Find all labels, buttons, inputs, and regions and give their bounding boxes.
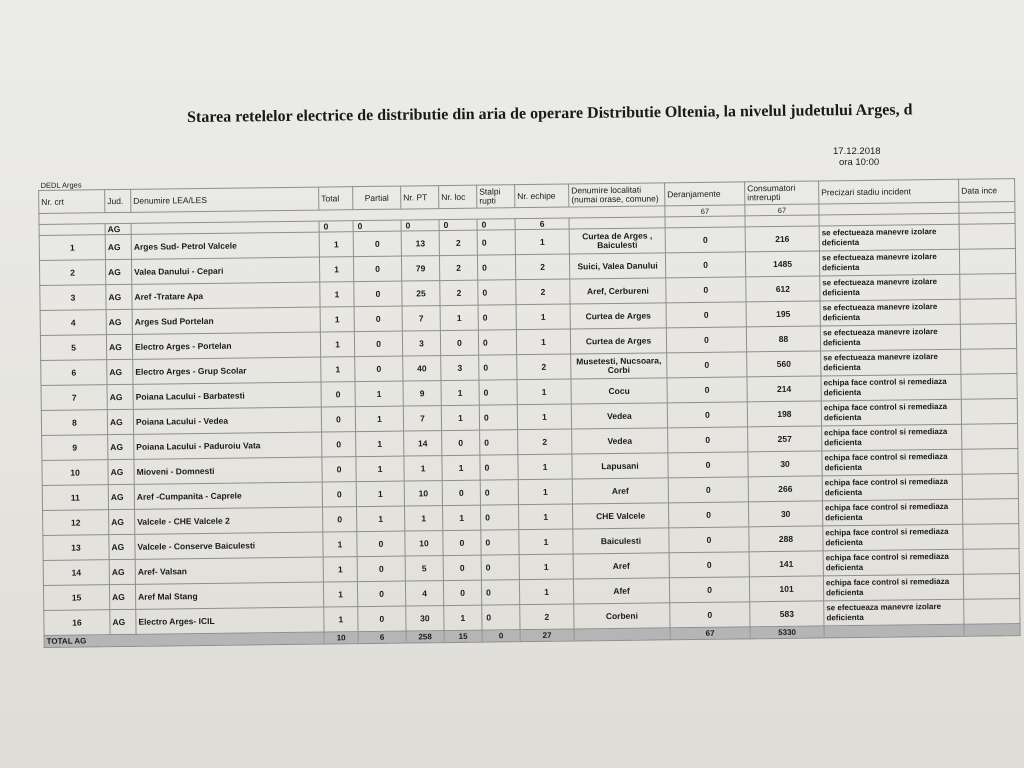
row-consumatori: 560 <box>747 351 821 377</box>
row-jud: AG <box>108 484 134 509</box>
header-localitati: Denumire localitati (numai orase, comune) <box>569 183 665 207</box>
row-total: 1 <box>323 532 357 557</box>
total-total: 10 <box>324 632 358 644</box>
row-precizari: se efectueaza manevre izolare deficienta <box>820 299 960 326</box>
row-deranjamente: 0 <box>665 227 745 253</box>
row-denumire: Aref -Cumpanita - Caprele <box>134 482 322 509</box>
total-consumatori: 5330 <box>750 626 824 639</box>
row-nr-pt: 9 <box>403 381 441 406</box>
row-nr-echipe: 2 <box>520 604 574 630</box>
row-nr-crt: 7 <box>41 385 107 411</box>
county-partial: 0 <box>353 220 401 232</box>
row-total: 1 <box>319 232 353 257</box>
row-nr-loc: 3 <box>441 355 479 380</box>
header-nr-pt: Nr. PT <box>401 186 439 209</box>
row-partial: 1 <box>355 381 403 407</box>
row-denumire: Valcele - Conserve Baiculesti <box>135 532 323 559</box>
row-total: 1 <box>320 282 354 307</box>
table-label: DEDL Arges <box>40 179 82 190</box>
row-denumire: Arges Sud Portelan <box>132 307 320 334</box>
row-data <box>964 599 1020 625</box>
row-data <box>960 299 1016 325</box>
row-data <box>963 524 1019 550</box>
row-data <box>961 374 1017 400</box>
total-nr-loc: 15 <box>444 630 482 642</box>
report-date <box>833 146 881 168</box>
row-total: 1 <box>320 332 354 357</box>
total-stalpi: 0 <box>482 630 520 642</box>
row-nr-echipe: 1 <box>517 379 571 405</box>
row-consumatori: 216 <box>745 226 819 252</box>
row-partial: 0 <box>354 281 402 307</box>
row-precizari: se efectueaza manevre izolare deficienta <box>819 249 959 276</box>
row-nr-pt: 7 <box>403 406 441 431</box>
row-stalpi: 0 <box>479 355 517 380</box>
summary-deranjamente: 67 <box>665 205 745 217</box>
header-total: Total <box>319 187 353 210</box>
row-deranjamente: 0 <box>666 277 746 303</box>
row-deranjamente: 0 <box>667 377 747 403</box>
row-jud: AG <box>106 284 132 309</box>
row-consumatori: 198 <box>747 401 821 427</box>
row-stalpi: 0 <box>477 230 515 255</box>
row-localitati: Aref <box>572 478 668 504</box>
total-partial: 6 <box>358 631 406 644</box>
row-jud: AG <box>109 509 135 534</box>
row-nr-echipe: 1 <box>519 529 573 555</box>
row-nr-pt: 25 <box>402 281 440 306</box>
row-deranjamente: 0 <box>668 427 748 453</box>
row-localitati: Vedea <box>571 403 667 429</box>
report-date-value: 17.12.2018 <box>833 146 881 157</box>
row-nr-echipe: 1 <box>516 304 570 330</box>
row-precizari: echipa face control si remediaza deficienta <box>821 399 961 426</box>
row-data <box>963 549 1019 575</box>
row-nr-crt: 3 <box>40 285 106 311</box>
row-stalpi: 0 <box>477 255 515 280</box>
row-total: 1 <box>323 557 357 582</box>
row-deranjamente: 0 <box>667 402 747 428</box>
row-jud: AG <box>109 559 135 584</box>
row-nr-pt: 10 <box>404 481 442 506</box>
row-consumatori: 88 <box>746 326 820 352</box>
row-nr-crt: 5 <box>40 335 106 361</box>
row-consumatori: 101 <box>749 576 823 602</box>
row-denumire: Poiana Lacului - Vedea <box>133 407 321 434</box>
row-denumire: Arges Sud- Petrol Valcele <box>131 232 319 259</box>
row-precizari: echipa face control si remediaza deficienta <box>823 524 963 551</box>
row-deranjamente: 0 <box>667 352 747 378</box>
row-denumire: Aref -Tratare Apa <box>132 282 320 309</box>
row-nr-crt: 2 <box>39 260 105 286</box>
row-localitati: Lapusani <box>572 453 668 479</box>
row-total: 1 <box>319 257 353 282</box>
row-nr-pt: 5 <box>405 556 443 581</box>
row-partial: 0 <box>353 256 401 282</box>
row-localitati: Cocu <box>571 378 667 404</box>
row-nr-pt: 4 <box>405 581 443 606</box>
row-data <box>962 499 1018 525</box>
row-partial: 0 <box>355 356 403 382</box>
row-data <box>959 224 1015 250</box>
row-consumatori: 1485 <box>745 251 819 277</box>
county-nr-loc: 0 <box>439 219 477 230</box>
county-total: 0 <box>319 221 353 232</box>
row-localitati: Suici, Valea Danului <box>569 253 665 279</box>
row-partial: 0 <box>354 306 402 332</box>
county-nr-pt: 0 <box>401 220 439 231</box>
row-localitati: CHE Valcele <box>572 503 668 529</box>
row-partial: 1 <box>356 456 404 482</box>
row-total: 0 <box>322 457 356 482</box>
header-stalpi: Stalpi rupti <box>477 185 515 208</box>
row-nr-echipe: 2 <box>518 429 572 455</box>
summary-consumatori: 67 <box>745 204 819 216</box>
document-title: Starea retelelor electrice de distributie din aria de operare Distributie Oltenia, la nivelul judetului Arges, d <box>187 101 913 126</box>
row-nr-pt: 30 <box>406 606 444 631</box>
row-precizari: se efectueaza manevre izolare deficienta <box>820 274 960 301</box>
row-nr-echipe: 1 <box>517 404 571 430</box>
row-stalpi: 0 <box>479 380 517 405</box>
row-nr-crt: 1 <box>39 235 105 261</box>
header-nr-crt: Nr. crt <box>39 190 105 214</box>
row-localitati: Musetesti, Nucsoara, Corbi <box>571 353 667 379</box>
row-jud: AG <box>105 259 131 284</box>
row-denumire: Mioveni - Domnesti <box>134 457 322 484</box>
row-consumatori: 214 <box>747 376 821 402</box>
row-localitati: Aref <box>573 553 669 579</box>
row-partial: 0 <box>354 331 402 357</box>
row-nr-loc: 0 <box>442 430 480 455</box>
row-nr-loc: 0 <box>443 555 481 580</box>
row-precizari: echipa face control si remediaza deficienta <box>822 449 962 476</box>
row-precizari: echipa face control si remediaza deficienta <box>823 549 963 576</box>
row-nr-crt: 4 <box>40 310 106 336</box>
header-deranjamente: Deranjamente <box>665 182 745 206</box>
total-nr-echipe: 27 <box>520 629 574 642</box>
row-nr-loc: 2 <box>439 255 477 280</box>
row-stalpi: 0 <box>480 480 518 505</box>
row-denumire: Valcele - CHE Valcele 2 <box>135 507 323 534</box>
row-data <box>961 349 1017 375</box>
row-total: 1 <box>321 357 355 382</box>
row-stalpi: 0 <box>480 430 518 455</box>
row-nr-pt: 1 <box>405 506 443 531</box>
row-stalpi: 0 <box>481 580 519 605</box>
row-nr-loc: 0 <box>440 330 478 355</box>
row-denumire: Electro Arges- ICIL <box>136 607 324 634</box>
row-nr-loc: 1 <box>442 455 480 480</box>
row-nr-pt: 40 <box>403 356 441 381</box>
row-consumatori: 141 <box>749 551 823 577</box>
row-nr-echipe: 1 <box>516 329 570 355</box>
report-time-value: ora 10:00 <box>839 157 880 168</box>
row-localitati: Aref, Cerbureni <box>570 278 666 304</box>
row-stalpi: 0 <box>482 605 520 630</box>
row-localitati: Curtea de Arges , Baiculesti <box>569 228 665 254</box>
row-deranjamente: 0 <box>669 577 749 603</box>
row-nr-crt: 11 <box>42 485 108 511</box>
row-data <box>961 399 1017 425</box>
row-nr-crt: 9 <box>42 435 108 461</box>
row-nr-crt: 14 <box>43 560 109 586</box>
row-jud: AG <box>107 359 133 384</box>
row-nr-pt: 7 <box>402 306 440 331</box>
total-label: TOTAL AG <box>44 632 324 647</box>
row-jud: AG <box>107 409 133 434</box>
row-denumire: Poiana Lacului - Barbatesti <box>133 382 321 409</box>
row-precizari: echipa face control si remediaza deficienta <box>822 424 962 451</box>
row-nr-crt: 13 <box>43 535 109 561</box>
row-data <box>960 324 1016 350</box>
row-stalpi: 0 <box>481 555 519 580</box>
row-total: 0 <box>322 432 356 457</box>
row-nr-loc: 0 <box>442 480 480 505</box>
row-total: 0 <box>323 507 357 532</box>
row-nr-loc: 0 <box>443 530 481 555</box>
row-precizari: echipa face control si remediaza deficienta <box>822 499 962 526</box>
row-localitati: Curtea de Arges <box>570 303 666 329</box>
row-nr-echipe: 2 <box>515 254 569 280</box>
row-partial: 0 <box>353 231 401 257</box>
row-deranjamente: 0 <box>665 252 745 278</box>
header-precizari: Precizari stadiu incident <box>819 179 959 204</box>
row-precizari: echipa face control si remediaza deficienta <box>821 374 961 401</box>
row-stalpi: 0 <box>479 405 517 430</box>
header-consumatori: Consumatori intrerupti <box>745 181 819 205</box>
row-nr-pt: 1 <box>404 456 442 481</box>
row-nr-echipe: 2 <box>516 279 570 305</box>
row-deranjamente: 0 <box>668 502 748 528</box>
row-total: 0 <box>321 407 355 432</box>
row-nr-echipe: 2 <box>517 354 571 380</box>
row-stalpi: 0 <box>478 330 516 355</box>
header-jud: Jud. <box>105 189 131 212</box>
row-nr-loc: 1 <box>441 405 479 430</box>
row-total: 0 <box>321 382 355 407</box>
row-consumatori: 30 <box>748 451 822 477</box>
row-partial: 1 <box>356 481 404 507</box>
row-nr-echipe: 1 <box>515 229 569 255</box>
county-jud: AG <box>105 223 131 234</box>
header-partial: Partial <box>353 186 401 210</box>
row-consumatori: 30 <box>748 501 822 527</box>
row-jud: AG <box>105 234 131 259</box>
row-total: 0 <box>322 482 356 507</box>
row-data <box>962 424 1018 450</box>
header-nr-loc: Nr. loc <box>439 185 477 208</box>
row-total: 1 <box>323 582 357 607</box>
row-precizari: echipa face control si remediaza deficienta <box>822 474 962 501</box>
county-nr-echipe: 6 <box>515 218 569 230</box>
row-nr-loc: 1 <box>444 605 482 630</box>
row-precizari: se efectueaza manevre izolare deficienta <box>819 224 959 251</box>
row-jud: AG <box>109 534 135 559</box>
row-deranjamente: 0 <box>668 452 748 478</box>
row-consumatori: 266 <box>748 476 822 502</box>
row-partial: 0 <box>357 531 405 557</box>
row-nr-echipe: 1 <box>518 479 572 505</box>
row-stalpi: 0 <box>480 455 518 480</box>
row-denumire: Aref Mal Stang <box>135 582 323 609</box>
incident-table <box>38 168 1021 648</box>
row-localitati: Afef <box>573 578 669 604</box>
row-jud: AG <box>107 384 133 409</box>
row-stalpi: 0 <box>478 305 516 330</box>
row-stalpi: 0 <box>481 530 519 555</box>
row-deranjamente: 0 <box>669 527 749 553</box>
row-precizari: se efectueaza manevre izolare deficienta <box>821 349 961 376</box>
row-nr-crt: 10 <box>42 460 108 486</box>
row-jud: AG <box>108 459 134 484</box>
incident-table-sheet <box>38 168 1021 648</box>
row-data <box>962 474 1018 500</box>
header-denumire: Denumire LEA/LES <box>131 187 319 212</box>
row-denumire: Valea Danului - Cepari <box>131 257 319 284</box>
row-data <box>962 449 1018 475</box>
row-partial: 0 <box>357 556 405 582</box>
table-body <box>39 224 1020 636</box>
row-consumatori: 583 <box>750 601 824 627</box>
row-nr-echipe: 1 <box>518 454 572 480</box>
row-nr-loc: 2 <box>439 230 477 255</box>
row-nr-echipe: 1 <box>519 579 573 605</box>
row-nr-loc: 1 <box>443 505 481 530</box>
row-partial: 1 <box>355 406 403 432</box>
row-jud: AG <box>109 584 135 609</box>
row-localitati: Corbeni <box>574 603 670 629</box>
row-nr-loc: 1 <box>441 380 479 405</box>
row-denumire: Electro Arges - Grup Scolar <box>133 357 321 384</box>
row-nr-crt: 8 <box>41 410 107 436</box>
row-nr-pt: 79 <box>401 256 439 281</box>
row-precizari: se efectueaza manevre izolare deficienta <box>824 599 964 626</box>
header-nr-echipe: Nr. echipe <box>515 184 569 208</box>
row-denumire: Poiana Lacului - Paduroiu Vata <box>134 432 322 459</box>
row-consumatori: 288 <box>749 526 823 552</box>
row-partial: 0 <box>357 581 405 607</box>
row-nr-crt: 6 <box>41 360 107 386</box>
row-nr-echipe: 1 <box>519 504 573 530</box>
row-partial: 1 <box>356 431 404 457</box>
row-deranjamente: 0 <box>670 602 750 628</box>
row-nr-loc: 1 <box>440 305 478 330</box>
row-stalpi: 0 <box>481 505 519 530</box>
row-nr-pt: 10 <box>405 531 443 556</box>
row-localitati: Baiculesti <box>573 528 669 554</box>
row-partial: 1 <box>357 506 405 532</box>
row-nr-pt: 13 <box>401 231 439 256</box>
row-denumire: Aref- Valsan <box>135 557 323 584</box>
row-nr-pt: 3 <box>402 331 440 356</box>
row-nr-crt: 16 <box>44 610 110 636</box>
row-consumatori: 612 <box>746 276 820 302</box>
row-jud: AG <box>106 309 132 334</box>
total-nr-pt: 258 <box>406 631 444 643</box>
row-denumire: Electro Arges - Portelan <box>132 332 320 359</box>
header-data: Data ince <box>959 179 1015 203</box>
row-data <box>959 249 1015 275</box>
row-partial: 0 <box>358 606 406 632</box>
county-stalpi: 0 <box>477 219 515 230</box>
row-nr-crt: 12 <box>43 510 109 536</box>
row-deranjamente: 0 <box>668 477 748 503</box>
row-total: 1 <box>324 607 358 632</box>
row-consumatori: 257 <box>748 426 822 452</box>
row-precizari: se efectueaza manevre izolare deficienta <box>820 324 960 351</box>
row-nr-loc: 2 <box>440 280 478 305</box>
row-nr-crt: 15 <box>43 585 109 611</box>
row-deranjamente: 0 <box>669 552 749 578</box>
row-jud: AG <box>106 334 132 359</box>
row-deranjamente: 0 <box>666 302 746 328</box>
row-nr-echipe: 1 <box>519 554 573 580</box>
total-deranjamente: 67 <box>670 627 750 640</box>
row-precizari: echipa face control si remediaza deficienta <box>823 574 963 601</box>
row-localitati: Vedea <box>572 428 668 454</box>
row-localitati: Curtea de Arges <box>570 328 666 354</box>
row-total: 1 <box>320 307 354 332</box>
row-nr-loc: 0 <box>443 580 481 605</box>
row-data <box>960 274 1016 300</box>
row-stalpi: 0 <box>478 280 516 305</box>
row-nr-pt: 14 <box>404 431 442 456</box>
row-consumatori: 195 <box>746 301 820 327</box>
row-data <box>963 574 1019 600</box>
row-deranjamente: 0 <box>666 327 746 353</box>
row-jud: AG <box>108 434 134 459</box>
row-jud: AG <box>110 609 136 634</box>
